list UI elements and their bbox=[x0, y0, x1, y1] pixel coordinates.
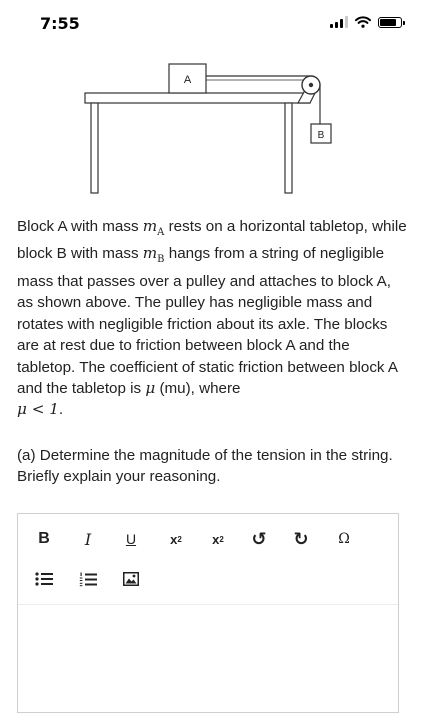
bulleted-list-button[interactable] bbox=[31, 564, 57, 594]
pulley-axle bbox=[309, 83, 313, 87]
status-time: 7:55 bbox=[40, 14, 80, 33]
problem-text-5: . bbox=[58, 401, 64, 419]
answer-editor bbox=[17, 513, 399, 713]
redo-button[interactable] bbox=[288, 524, 314, 554]
block-a-label: A bbox=[183, 74, 192, 86]
table-leg-right bbox=[285, 103, 292, 193]
mu-symbol: μ bbox=[145, 378, 156, 397]
insert-image-button[interactable] bbox=[118, 564, 144, 594]
mu-inequality: μ < 1 bbox=[17, 400, 59, 419]
special-characters-button[interactable]: Ω bbox=[338, 531, 350, 547]
problem-statement bbox=[17, 216, 409, 421]
status-icons bbox=[330, 15, 402, 29]
wifi-icon bbox=[355, 16, 371, 28]
editor-toolbar-row-2 bbox=[18, 564, 398, 594]
answer-text-area[interactable] bbox=[18, 605, 398, 712]
mass-b-symbol: $m_B$ bbox=[142, 244, 165, 266]
table-leg-left bbox=[91, 103, 98, 193]
problem-text-4: (mu), where bbox=[155, 379, 241, 397]
underline-button[interactable]: U bbox=[125, 531, 137, 547]
italic-button[interactable]: I bbox=[84, 529, 92, 549]
problem-text-2: rests on a horizontal tabletop, while block B with mass bbox=[17, 218, 407, 263]
status-bar bbox=[0, 0, 424, 46]
battery-icon bbox=[378, 17, 402, 28]
undo-icon: ↺ bbox=[251, 528, 267, 550]
cellular-signal-icon bbox=[330, 16, 348, 28]
table-top bbox=[85, 93, 310, 103]
redo-icon: ↻ bbox=[293, 528, 309, 550]
mass-a-symbol: $m_A$ bbox=[142, 217, 165, 239]
table-pulley-diagram bbox=[70, 55, 360, 200]
block-b-label: B bbox=[317, 130, 325, 141]
problem-text-3: hangs from a string of negligible mass that passes over a pulley and attaches to block A, as shown above. The pulley has negligible mass and rotates with negligible friction about its axle. The blocks are at rest due to friction between block A and the tabletop. The coefficient of static friction between block A and the tabletop is bbox=[17, 245, 398, 397]
undo-button[interactable] bbox=[246, 524, 272, 554]
editor-toolbar-row-1 bbox=[18, 524, 398, 554]
numbered-list-button[interactable] bbox=[75, 564, 101, 594]
bold-button[interactable]: B bbox=[38, 530, 50, 547]
subscript-button[interactable]: x 2 bbox=[212, 531, 224, 547]
problem-text-1: Block A with mass bbox=[17, 218, 143, 235]
superscript-button[interactable]: x 2 bbox=[170, 531, 182, 547]
image-icon bbox=[123, 572, 139, 586]
part-a-question: (a) Determine the magnitude of the tension in the string. Briefly explain your reasoning. bbox=[17, 447, 393, 486]
numbered-list-icon bbox=[79, 572, 97, 587]
bulleted-list-icon bbox=[35, 572, 53, 586]
